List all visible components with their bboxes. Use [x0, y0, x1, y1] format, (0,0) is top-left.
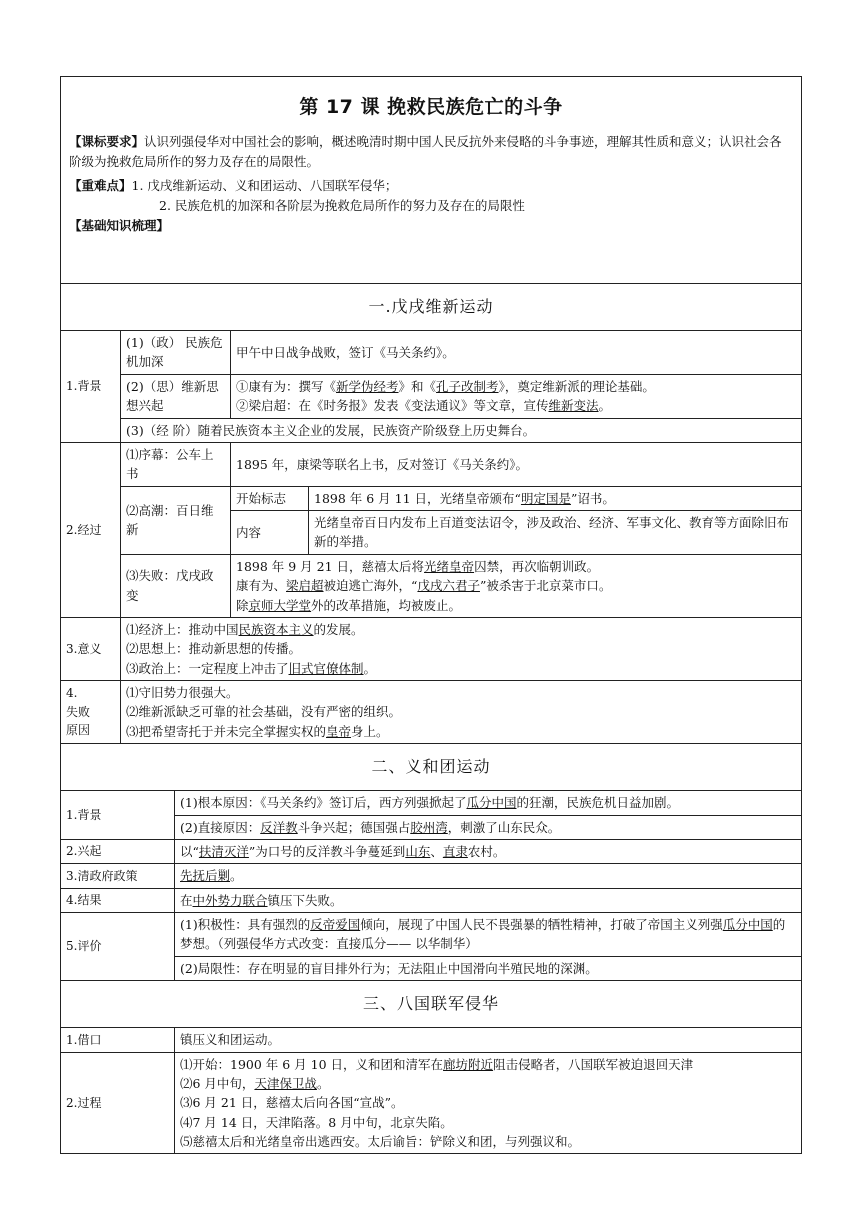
- s1-course-label: 2.经过: [61, 442, 121, 617]
- header-cell: [61, 77, 802, 284]
- s1-bg-row3: (3)（经 阶）随着民族资本主义企业的发展，民族资产阶级登上历史舞台。: [121, 418, 802, 442]
- curriculum-requirement: [69, 132, 793, 172]
- s1-meaning-label: 3.意义: [61, 617, 121, 680]
- section-3-title: 三、八国联军侵华: [61, 981, 802, 1028]
- s2-policy-text: 先抚后剿。: [175, 864, 802, 888]
- s2-eval-label: 5.评价: [61, 913, 175, 981]
- key-points: [69, 176, 793, 196]
- section-2-title: 二、义和团运动: [61, 744, 802, 791]
- s2-bg-2: (2)直接原因：反洋教斗争兴起；德国强占胶州湾，刺激了山东民众。: [175, 815, 802, 839]
- page-title: 第 17 课 挽救民族危亡的斗争: [299, 96, 563, 118]
- s2-result-label: 4.结果: [61, 888, 175, 912]
- s1-course-failure-label: ⑶失败：戊戌政变: [121, 554, 231, 617]
- key-point-2: 2. 民族危机的加深和各阶层为挽救危局所作的努力及存在的局限性: [159, 198, 525, 214]
- s1-meaning-text: ⑴经济上：推动中国民族资本主义的发展。 ⑵思想上：推动新思想的传播。 ⑶政治上：一定程度上冲击了旧式官僚体制。: [121, 617, 802, 680]
- s1-course-prelude-text: 1895 年，康梁等联名上书，反对签订《马关条约》。: [231, 442, 802, 486]
- s2-bg-1: (1)根本原因：《马关条约》签订后，西方列强掀起了瓜分中国的狂潮，民族危机日益加剧。: [175, 791, 802, 815]
- s3-process-text: ⑴开始：1900 年 6 月 10 日，义和团和清军在廊坊附近阻击侵略者，八国联军被迫退回天津 ⑵6 月中旬，天津保卫战。 ⑶6 月 21 日，慈禧太后向各国“宣战”。 ⑷7 月 14 日，天津陷落。8 月中旬，北京失陷。 ⑸慈禧太后和光绪皇帝出逃西安。太后谕旨：铲除义和团，与列强议和。: [175, 1052, 802, 1154]
- s1-bg-row1-text: 甲午中日战争战败，签订《马关条约》。: [231, 331, 802, 375]
- s1-fail-label: 4. 失败 原因: [61, 681, 121, 744]
- basic-knowledge-label: 【基础知识梳理】: [69, 218, 170, 234]
- s3-process-label: 2.过程: [61, 1052, 175, 1154]
- s1-start-label: 开始标志: [231, 486, 309, 510]
- s3-pretext-label: 1.借口: [61, 1028, 175, 1052]
- req-label: 【课标要求】: [69, 134, 145, 150]
- key-label: 【重难点】: [69, 178, 132, 194]
- s2-rise-text: 以“扶清灭洋”为口号的反洋教斗争蔓延到山东、直隶农村。: [175, 839, 802, 863]
- key-point-1: 1. 戊戌维新运动、义和团运动、八国联军侵华；: [131, 178, 398, 194]
- s1-course-prelude-label: ⑴序幕：公车上书: [121, 442, 231, 486]
- s1-content-label: 内容: [231, 511, 309, 555]
- s3-pretext-text: 镇压义和团运动。: [175, 1028, 802, 1052]
- s2-background-label: 1.背景: [61, 791, 175, 840]
- s2-eval-1: (1)积极性：具有强烈的反帝爱国倾向，展现了中国人民不畏强暴的牺牲精神，打破了帝国主义列强瓜分中国的梦想。（列强侵华方式改变：直接瓜分—— 以华制华）: [175, 913, 802, 957]
- s1-bg-row1-label: (1)（政） 民族危机加深: [121, 331, 231, 375]
- lesson-sheet: [60, 76, 801, 1154]
- s2-policy-label: 3.清政府政策: [61, 864, 175, 888]
- s1-bg-row2-text: ①康有为：撰写《新学伪经考》和《孔子改制考》，奠定维新派的理论基础。 ②梁启超：在《时务报》发表《变法通议》等文章，宣传维新变法。: [231, 374, 802, 418]
- s1-background-label: 1.背景: [61, 331, 121, 443]
- req-text: 认识列强侵华对中国社会的影响，概述晚清时期中国人民反抗外来侵略的斗争事迹，理解其性质和意义；认识社会各阶级为挽救危局所作的努力及存在的局限性。: [69, 134, 782, 170]
- s2-eval-2: (2)局限性：存在明显的盲目排外行为；无法阻止中国滑向半殖民地的深渊。: [175, 956, 802, 980]
- s1-content-text: 光绪皇帝百日内发布上百道变法诏令，涉及政治、经济、军事文化、教育等方面除旧布新的举措。: [309, 511, 802, 555]
- s2-result-text: 在中外势力联合镇压下失败。: [175, 888, 802, 912]
- section-1-title: 一.戊戌维新运动: [61, 284, 802, 331]
- s1-start-text: 1898 年 6 月 11 日，光绪皇帝颁布“明定国是”诏书。: [309, 486, 802, 510]
- s1-bg-row2-label: (2)（思）维新思想兴起: [121, 374, 231, 418]
- s1-course-climax-label: ⑵高潮：百日维新: [121, 486, 231, 554]
- s1-fail-text: ⑴守旧势力很强大。 ⑵维新派缺乏可靠的社会基础，没有严密的组织。 ⑶把希望寄托于并未完全掌握实权的皇帝身上。: [121, 681, 802, 744]
- lesson-table: [60, 76, 802, 1154]
- s1-course-failure-text: 1898 年 9 月 21 日，慈禧太后将光绪皇帝囚禁，再次临朝训政。 康有为、梁启超被迫逃亡海外，“戊戌六君子”被杀害于北京菜市口。 除京师大学堂外的改革措施，均被废止。: [231, 554, 802, 617]
- s2-rise-label: 2.兴起: [61, 839, 175, 863]
